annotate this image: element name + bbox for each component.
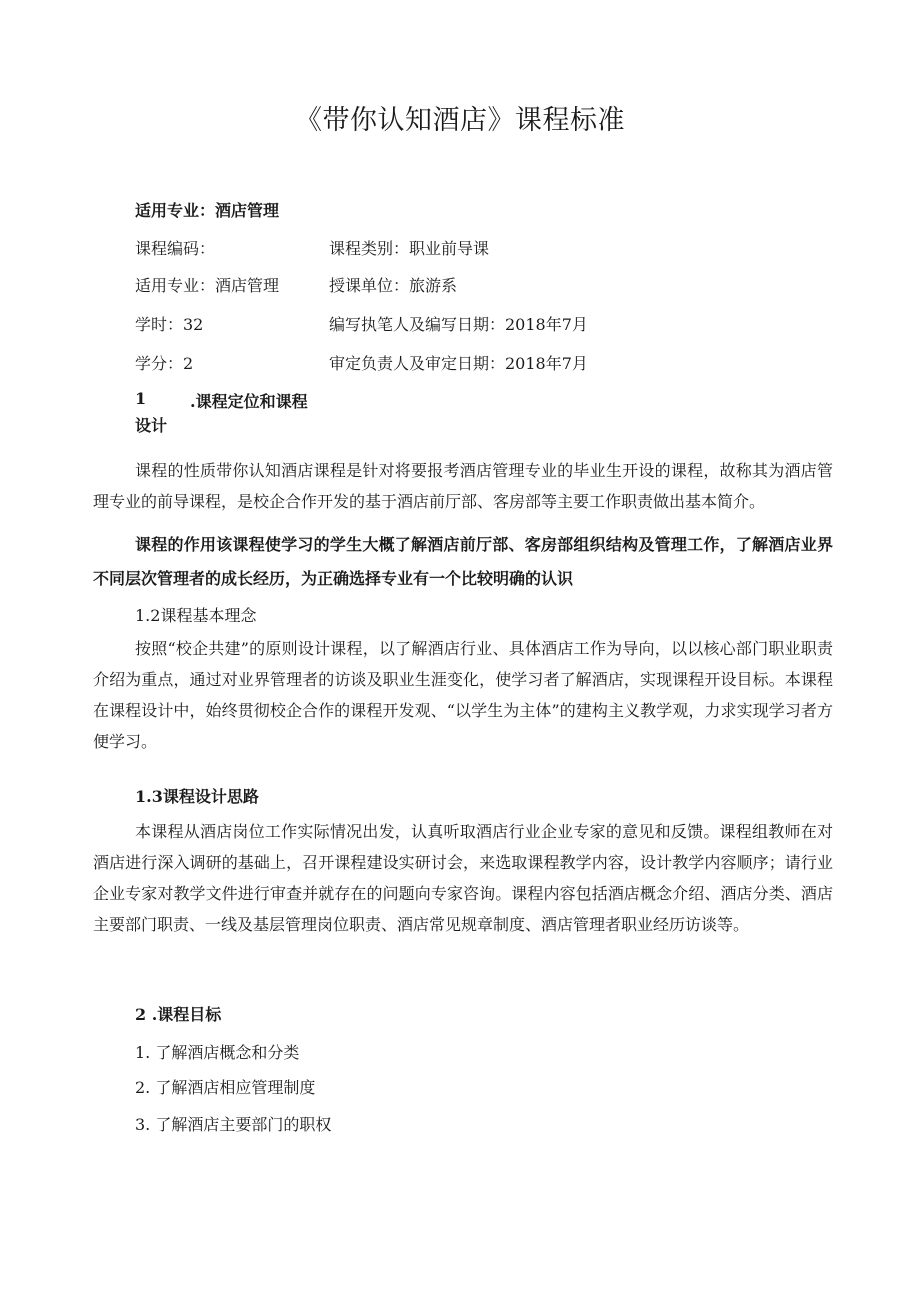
course-nature-paragraph: 课程的性质带你认知酒店课程是针对将要报考酒店管理专业的毕业生开设的课程，故称其为酒店管理专业的前导课程，是校企合作开发的基于酒店前厅部、客房部等主要工作职责做出基本简介。 bbox=[93, 461, 833, 511]
reviewer-date: 审定负责人及审定日期：2018年7月 bbox=[329, 354, 588, 373]
objective-item-1: 1. 了解酒店概念和分类 bbox=[135, 1043, 300, 1062]
subsection-1-3-title: 1.3课程设计思路 bbox=[135, 787, 259, 806]
section1-title: .课程定位和课程 bbox=[190, 392, 308, 411]
course-category: 课程类别：职业前导课 bbox=[329, 239, 490, 258]
author-date: 编写执笔人及编写日期：2018年7月 bbox=[329, 315, 588, 334]
subsection-1-2-title: 1.2课程基本理念 bbox=[135, 606, 257, 625]
course-code: 课程编码： bbox=[135, 239, 216, 258]
objective-item-3: 3. 了解酒店主要部门的职权 bbox=[135, 1115, 332, 1134]
subsection-1-2-paragraph: 按照“校企共建”的原则设计课程，以了解酒店行业、具体酒店工作为导向，以以核心部门职业职责介绍为重点，通过对业界管理者的访谈及职业生涯变化，使学习者了解酒店，实现课程开设目标。本课程在课程设计中，始终贯彻校企合作的课程开发观、“以学生为主体”的建构主义教学观，力求实现学习者方便学习。 bbox=[93, 639, 833, 751]
section2-title: 2 .课程目标 bbox=[135, 1005, 222, 1024]
subsection-1-3-paragraph: 本课程从酒店岗位工作实际情况出发，认真听取酒店行业企业专家的意见和反馈。课程组教师在对酒店进行深入调研的基础上，召开课程建设实研讨会，来选取课程教学内容，设计教学内容顺序；请行业企业专家对教学文件进行审查并就存在的问题向专家咨询。课程内容包括酒店概念介绍、酒店分类、酒店主要部门职责、一线及基层管理岗位职责、酒店常见规章制度、酒店管理者职业经历访谈等。 bbox=[93, 822, 833, 934]
objective-item-2: 2. 了解酒店相应管理制度 bbox=[135, 1078, 316, 1097]
teaching-unit: 授课单位：旅游系 bbox=[329, 276, 458, 295]
section1-number: 1 bbox=[135, 389, 147, 408]
applicable-major: 适用专业：酒店管理 bbox=[135, 276, 280, 295]
major-bold-label: 适用专业：酒店管理 bbox=[135, 201, 280, 220]
section1-title-cont: 设计 bbox=[135, 416, 168, 435]
course-credits: 学分：2 bbox=[135, 354, 194, 373]
page-title: 《带你认知酒店》课程标准 bbox=[295, 105, 625, 136]
course-role-paragraph: 课程的作用该课程使学习的学生大概了解酒店前厅部、客房部组织结构及管理工作，了解酒店业界不同层次管理者的成长经历，为正确选择专业有一个比较明确的认识 bbox=[93, 535, 833, 588]
course-hours: 学时：32 bbox=[135, 315, 204, 334]
